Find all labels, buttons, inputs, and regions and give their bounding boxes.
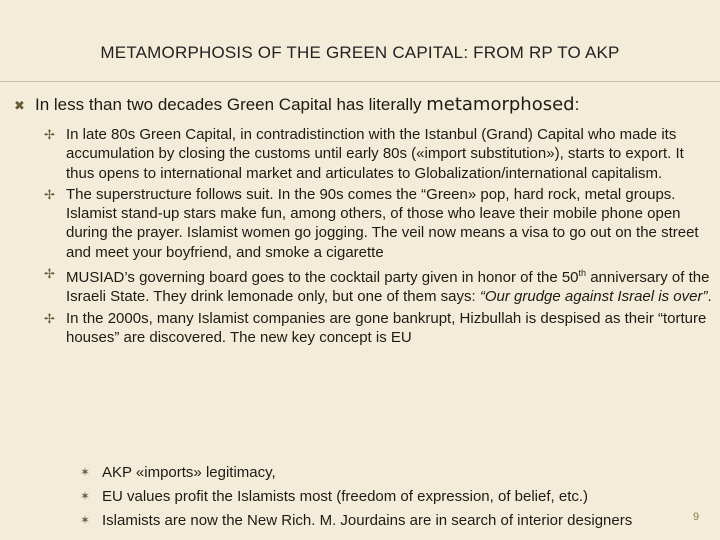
list-item	[80, 511, 712, 530]
list-item	[80, 463, 712, 482]
subpoint-text: AKP «imports» legitimacy,	[102, 464, 276, 481]
point-text-part: MUSIAD’s governing board goes to the cocktail party given in honor of the 50	[66, 269, 579, 287]
point-list	[44, 125, 712, 349]
intro-text	[35, 93, 714, 117]
intro-emphasis: metamorphosed	[426, 94, 575, 115]
cross-bullet-icon: ✢	[44, 127, 55, 142]
subpoint-list	[80, 463, 712, 535]
quote-text: “Our grudge against Israel is over”	[479, 288, 708, 306]
x-bullet-icon: ✖	[14, 98, 25, 113]
list-item	[44, 264, 712, 307]
list-item	[44, 309, 712, 348]
intro-bullet	[14, 93, 714, 117]
star-bullet-icon: ✶	[80, 513, 91, 527]
subpoint-text: Islamists are now the New Rich. M. Jourdains are in search of interior designers	[102, 512, 633, 529]
slide-title: METAMORPHOSIS OF THE GREEN CAPITAL: FROM RP TO AKP	[100, 43, 620, 62]
subpoint-text: EU values profit the Islamists most (freedom of expression, of belief, etc.)	[102, 488, 589, 505]
point-text: The superstructure follows suit. In the 90s comes the “Green» pop, hard rock, metal groups. Islamist stand-up stars make fun, among others, of those who leave their mobile phone open during the prayer. Islamist women go jogging. The veil now means a visa to go out on the street and meet your boyfriend, and smoke a cigarette	[66, 185, 699, 261]
list-item	[44, 185, 712, 262]
cross-bullet-icon: ✢	[44, 266, 55, 282]
point-text-part: .	[707, 288, 712, 306]
list-item	[80, 487, 712, 506]
list-item	[44, 125, 712, 183]
ordinal-suffix: th	[578, 268, 587, 279]
intro-text-end: :	[574, 95, 580, 114]
point-text: In late 80s Green Capital, in contradistinction with the Istanbul (Grand) Capital who made its accumulation by closing the customs until early 80s («import substitution»), starts to export. It thus opens to international market and articulates to Globalization/international capitalism.	[66, 126, 684, 182]
point-text-part: anniversary of the Israeli State. They drink lemonade only, but one of them says:	[66, 269, 710, 306]
cross-bullet-icon: ✢	[44, 310, 55, 326]
page-number: 9	[693, 511, 700, 523]
star-bullet-icon: ✶	[80, 465, 91, 479]
star-bullet-icon: ✶	[80, 489, 91, 503]
point-text	[66, 264, 712, 307]
point-text: In the 2000s, many Islamist companies are gone bankrupt, Hizbullah is despised as their “torture houses” are discovered. The new key concept is EU	[66, 309, 707, 346]
intro-text-start: In less than two decades Green Capital has literally	[35, 95, 427, 114]
title-divider	[0, 81, 720, 82]
cross-bullet-icon: ✢	[44, 186, 55, 202]
